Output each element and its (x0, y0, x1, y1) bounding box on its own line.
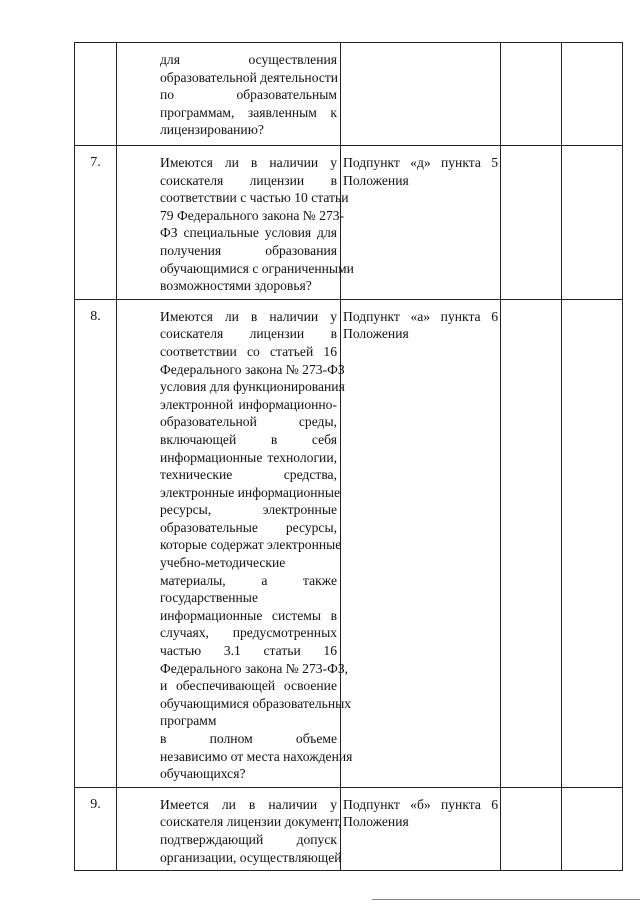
text-line: Подпункт «б» пункта 6 (343, 796, 498, 812)
answer-cell (501, 299, 562, 787)
text-line: образовательной среды, (160, 414, 337, 430)
question-cell (117, 146, 354, 300)
text-line: соответствии со статьей 16 (160, 343, 337, 359)
text-line: для осуществления (160, 52, 337, 67)
text-line: Положения (343, 814, 409, 830)
table-row (75, 146, 623, 300)
text-line: соискателя лицензии в (160, 172, 337, 188)
table-row (75, 299, 623, 787)
text-line: соответствии с частью 10 статьи (160, 190, 349, 206)
text-line: Федерального закона № 273-ФЗ, (160, 660, 349, 676)
text-line: электронной информационно- (160, 396, 337, 412)
question-cell (117, 299, 353, 787)
row-number: 8. (75, 299, 117, 787)
text-line: Имеются ли в наличии у (160, 308, 337, 324)
text-line: организации, осуществляющей (160, 849, 342, 865)
reference-cell (341, 43, 501, 146)
answer-cell (501, 146, 562, 300)
text-line: программ (160, 713, 217, 729)
text-line: обучающимися с ограниченными (160, 260, 354, 276)
text-line: получения образования (160, 242, 337, 258)
note-cell (562, 299, 623, 787)
text-line: подтверждающий допуск (160, 831, 337, 847)
text-line: которые содержат электронные (160, 537, 342, 553)
table-row (75, 787, 623, 870)
text-line: соискателя лицензии документ, (160, 814, 342, 830)
question-cell (117, 43, 341, 146)
row-number: 9. (75, 787, 117, 870)
row-number: 7. (75, 146, 117, 300)
text-line: Федерального закона № 273-ФЗ (160, 361, 345, 377)
text-line: информационные системы в (160, 607, 337, 623)
text-line: государственные (160, 590, 258, 606)
reference-cell (341, 146, 501, 300)
footer-rule (372, 899, 640, 900)
text-line: обучающихся? (160, 766, 246, 782)
text-line: случаях, предусмотренных (160, 625, 337, 641)
text-line: Имеются ли в наличии у (160, 155, 337, 170)
text-line: обучающимися образовательных (160, 695, 352, 711)
reference-cell (341, 787, 501, 870)
text-line: образовательные ресурсы, (160, 519, 337, 535)
text-line: соискателя лицензии в (160, 326, 337, 342)
checklist-table (74, 42, 623, 871)
text-line: в полном объеме (160, 731, 337, 746)
row-number (75, 43, 117, 146)
text-line: материалы, а также (160, 572, 337, 588)
text-line: Положения (343, 326, 409, 342)
note-cell (562, 787, 623, 870)
text-line: Подпункт «д» пункта 5 (343, 155, 498, 170)
answer-cell (501, 43, 562, 146)
text-line: электронные информационные (160, 484, 340, 500)
text-line: включающей в себя (160, 431, 337, 447)
text-line: возможностями здоровья? (160, 278, 312, 294)
text-line: Положения (343, 172, 409, 188)
note-cell (562, 43, 623, 146)
text-line: учебно-методические (160, 555, 286, 571)
table-row (75, 43, 623, 146)
text-line: ресурсы, электронные (160, 502, 337, 518)
text-line: независимо от места нахождения (160, 748, 353, 764)
text-line: ФЗ специальные условия для (160, 225, 337, 241)
text-line: 79 Федерального закона № 273- (160, 207, 345, 223)
text-line: образовательной деятельности (160, 69, 339, 85)
text-line: технические средства, (160, 467, 337, 483)
question-cell (117, 787, 341, 870)
text-line: программам, заявленным к (160, 104, 337, 120)
text-line: и обеспечивающей освоение (160, 678, 337, 694)
text-line: по образовательным (160, 87, 337, 103)
reference-cell (341, 299, 501, 787)
note-cell (562, 146, 623, 300)
text-line: Имеется ли в наличии у (160, 796, 337, 812)
answer-cell (501, 787, 562, 870)
text-line: лицензированию? (160, 122, 264, 138)
text-line: условия для функционирования (160, 379, 345, 395)
text-line: Подпункт «а» пункта 6 (343, 308, 498, 324)
text-line: частью 3.1 статьи 16 (160, 643, 337, 659)
text-line: информационные технологии, (160, 449, 337, 465)
